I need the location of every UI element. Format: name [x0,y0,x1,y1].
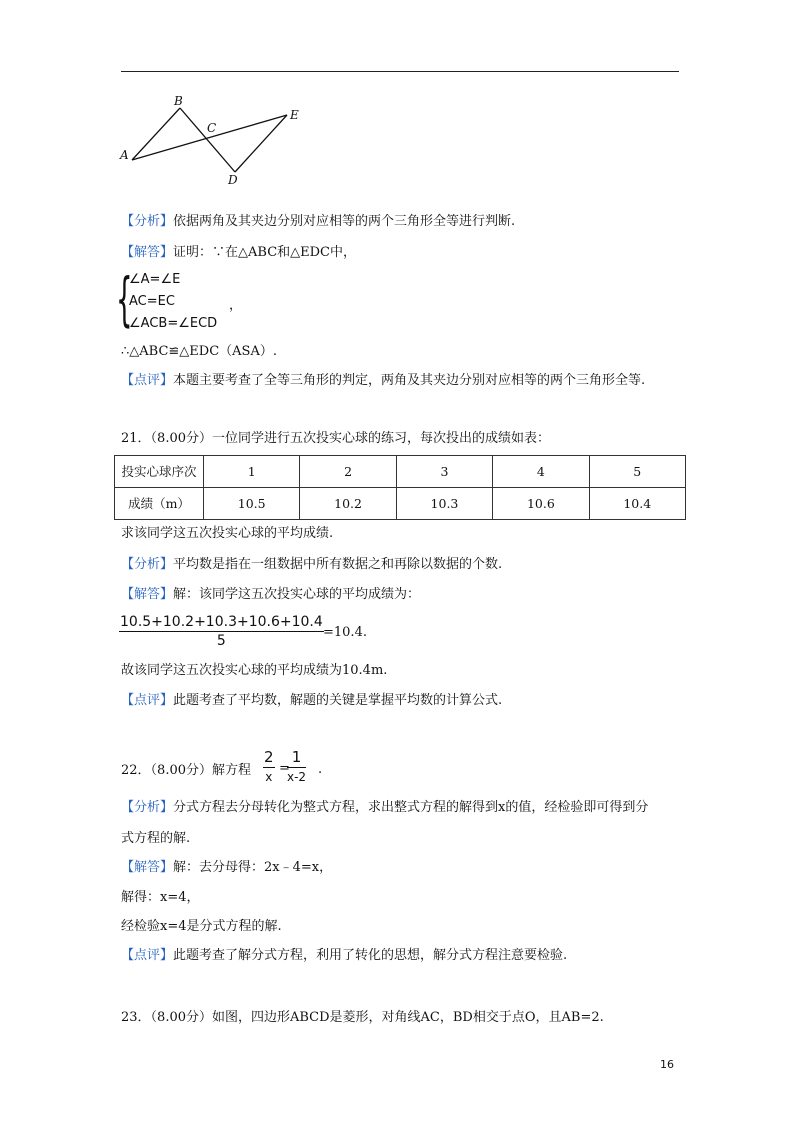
system-brace: { [116,265,133,333]
page-number: 16 [660,1058,674,1071]
system-comma: ， [229,298,243,313]
table-cell: 1 [204,456,300,488]
label-a: A [120,148,129,162]
system-line-2: AC=EC [129,294,175,309]
label-b: B [174,94,183,108]
table-cell: 10.6 [493,488,589,520]
equation-equals: = [279,761,290,776]
table-cell: 5 [589,456,685,488]
p20-analysis: 【分析】依据两角及其夹边分别对应相等的两个三角形全等进行判断. [121,214,516,229]
system-line-1: ∠A=∠E [129,272,181,287]
table-cell: 10.4 [589,488,685,520]
p21-ask: 求该同学这五次投实心球的平均成绩. [121,526,334,541]
label-e: E [290,108,299,122]
answer-tag: 【解答】 [121,587,174,602]
system-line-3: ∠ACB=∠ECD [129,316,218,331]
p22-answer-1: 【解答】解：去分母得：2x﹣4=x， [121,860,333,875]
p20-conclusion: ∴△ABC≌△EDC（ASA）. [121,344,277,359]
table-header-cell: 成绩（m） [115,488,204,520]
equation-period: . [318,762,323,777]
table-cell: 2 [300,456,396,488]
header-rule [121,71,679,72]
fraction-numerator: 10.5+10.2+10.3+10.6+10.4 [120,614,323,630]
p22-answer-2: 解得：x=4， [121,890,200,905]
p22-question: 22．（8.00分）解方程 [121,763,251,778]
analysis-tag: 【分析】 [121,557,174,572]
p21-answer-intro: 【解答】解：该同学这五次投实心球的平均成绩为： [121,587,421,602]
triangle-figure [115,92,315,187]
p21-analysis: 【分析】平均数是指在一组数据中所有数据之和再除以数据的个数. [121,557,503,572]
table-cell: 10.2 [300,488,396,520]
analysis-tag: 【分析】 [121,800,174,815]
comment-tag: 【点评】 [121,693,174,708]
table-cell: 3 [396,456,492,488]
table-header-cell: 投实心球序次 [115,456,204,488]
p22-comment: 【点评】此题考查了解分式方程，利用了转化的思想，解分式方程注意要检验. [121,948,568,963]
analysis-tag: 【分析】 [121,214,174,229]
equation-fraction-left: 2 x [264,748,274,784]
scores-table [114,455,686,520]
label-c: C [207,121,217,135]
p22-analysis-2: 式方程的解. [121,831,191,846]
p21-final: 故该同学这五次投实心球的平均成绩为10.4m. [121,663,388,678]
p23-question: 23．（8.00分）如图，四边形ABCD是菱形，对角线AC，BD相交于点O，且AB=2. [121,1010,604,1025]
p22-analysis-1: 【分析】分式方程去分母转化为整式方程，求出整式方程的解得到x的值，经检验即可得到分 [121,800,649,815]
segment-ed [235,115,287,172]
p21-question: 21．（8.00分）一位同学进行五次投实心球的练习，每次投出的成绩如表： [121,431,550,446]
average-fraction [119,613,324,650]
table-cell: 4 [493,456,589,488]
table-row [115,488,686,520]
segment-ab [132,108,180,160]
table-row [115,456,686,488]
p20-comment: 【点评】本题主要考查了全等三角形的判定，两角及其夹边分别对应相等的两个三角形全等. [121,373,646,388]
fraction-result: =10.4. [323,625,367,640]
table-cell: 10.3 [396,488,492,520]
p20-answer-intro: 【解答】证明：∵在△ABC和△EDC中， [121,245,356,260]
p21-comment: 【点评】此题考查了平均数，解题的关键是掌握平均数的计算公式. [121,693,503,708]
segment-bd [180,108,235,172]
equation-fraction-right: 1 x-2 [287,748,307,784]
label-d: D [228,173,238,187]
answer-tag: 【解答】 [121,860,174,875]
table-cell: 10.5 [204,488,300,520]
p22-answer-3: 经检验x=4是分式方程的解. [121,919,282,934]
fraction-denominator: 5 [216,633,226,649]
comment-tag: 【点评】 [121,948,174,963]
answer-tag: 【解答】 [121,245,174,260]
comment-tag: 【点评】 [121,373,174,388]
